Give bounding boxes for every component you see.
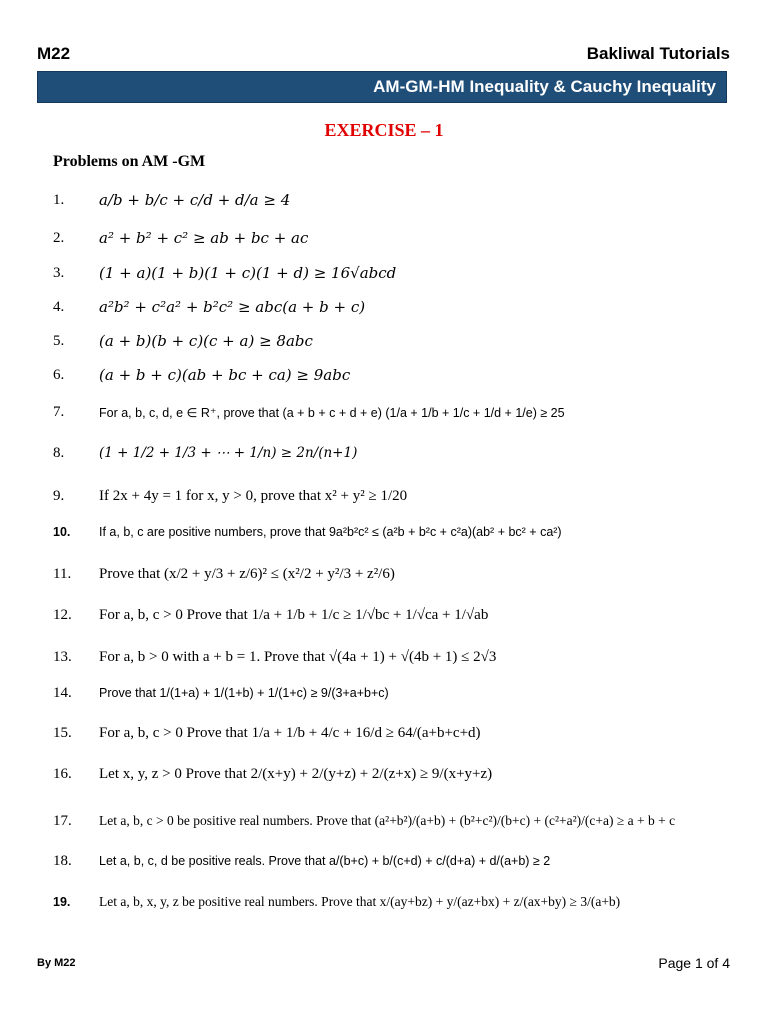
problem-item [53,258,396,288]
problem-number: 17. [53,812,72,829]
problem-item [53,600,488,630]
problem-number: 10. [53,525,71,539]
problem-text: For a, b, c > 0 Prove that 1/a + 1/b + 1/c ≥ 1/√bc + 1/√ca + 1/√ab [99,606,489,623]
problem-text: (1 + a)(1 + b)(1 + c)(1 + d) ≥ 16√abcd [99,264,397,282]
problem-item [53,360,350,390]
problem-item [53,397,565,427]
problem-item [53,559,395,589]
problem-text: a² + b² + c² ≥ ab + bc + ac [99,229,309,247]
problem-text: (1 + 1/2 + 1/3 + ⋯ + 1/n) ≥ 2n/(n+1) [99,445,358,461]
problem-item [53,292,365,322]
problem-item [53,326,313,356]
problem-item [53,718,481,748]
problem-text: Prove that (x/2 + y/3 + z/6)² ≤ (x²/2 + y²/3 + z²/6) [99,565,395,582]
problem-number: 18. [53,852,72,869]
problem-number: 19. [53,895,71,909]
problem-item [53,517,562,547]
problem-number: 16. [53,765,72,782]
problem-number: 13. [53,648,72,665]
problem-item [53,759,492,789]
header-right-label: Bakliwal Tutorials [586,44,730,63]
problem-number: 12. [53,606,72,623]
problem-text: If 2x + 4y = 1 for x, y > 0, prove that x² + y² ≥ 1/20 [99,487,408,504]
page-number: Page 1 of 4 [658,955,730,971]
problem-item [53,846,550,876]
problem-text: a²b² + c²a² + b²c² ≥ abc(a + b + c) [99,298,366,316]
problem-text: a/b + b/c + c/d + d/a ≥ 4 [99,191,291,209]
problem-number: 5. [53,332,65,349]
problem-text: (a + b)(b + c)(c + a) ≥ 8abc [99,332,313,350]
problem-text: For a, b, c, d, e ∈ R⁺, prove that (a + b + c + d + e) (1/a + 1/b + 1/c + 1/d + 1/e) ≥ 25 [99,405,565,420]
problem-number: 2. [53,229,65,246]
problem-item [53,438,357,468]
problem-text: (a + b + c)(ab + bc + ca) ≥ 9abc [99,366,351,384]
problem-number: 14. [53,684,72,701]
problem-number: 3. [53,264,65,281]
header-left-label: M22 [37,44,71,63]
problem-number: 4. [53,298,65,315]
problem-item [53,642,496,672]
problem-text: Prove that 1/(1+a) + 1/(1+b) + 1/(1+c) ≥ 9/(3+a+b+c) [99,686,389,700]
section-heading: Problems on AM -GM [53,153,206,170]
problem-text: If a, b, c are positive numbers, prove that 9a²b²c² ≤ (a²b + b²c + c²a)(ab² + bc² + ca²) [99,525,562,539]
problem-number: 7. [53,403,65,420]
exercise-title: EXERCISE – 1 [324,120,444,140]
problem-number: 9. [53,487,65,504]
problem-number: 6. [53,366,65,383]
problem-number: 1. [53,191,65,208]
problem-item [53,223,308,253]
banner-title: AM-GM-HM Inequality & Cauchy Inequality [373,77,716,96]
problem-text: Let x, y, z > 0 Prove that 2/(x+y) + 2/(y+z) + 2/(z+x) ≥ 9/(x+y+z) [99,765,493,782]
problem-item [53,185,290,215]
problem-item [53,678,389,708]
problem-text: Let a, b, x, y, z be positive real numbers. Prove that x/(ay+bz) + y/(az+bx) + z/(ax+by) ≥ 3/(a+b) [99,894,621,909]
problem-number: 11. [53,565,72,582]
problem-text: For a, b, c > 0 Prove that 1/a + 1/b + 4/c + 16/d ≥ 64/(a+b+c+d) [99,724,481,741]
problem-text: Let a, b, c, d be positive reals. Prove that a/(b+c) + b/(c+d) + c/(d+a) + d/(a+b) ≥ 2 [99,854,551,868]
problem-text: For a, b > 0 with a + b = 1. Prove that √(4a + 1) + √(4b + 1) ≤ 2√3 [99,648,497,665]
footer-left-label: By M22 [37,957,76,969]
problem-item [53,481,407,511]
problem-item [53,887,620,917]
problem-number: 15. [53,724,72,741]
problem-item [53,806,675,836]
problem-number: 8. [53,444,65,461]
problem-text: Let a, b, c > 0 be positive real numbers. Prove that (a²+b²)/(a+b) + (b²+c²)/(b+c) + (c²+a²)/(c+a) ≥ a + b + c [99,813,676,828]
title-banner [37,71,727,103]
